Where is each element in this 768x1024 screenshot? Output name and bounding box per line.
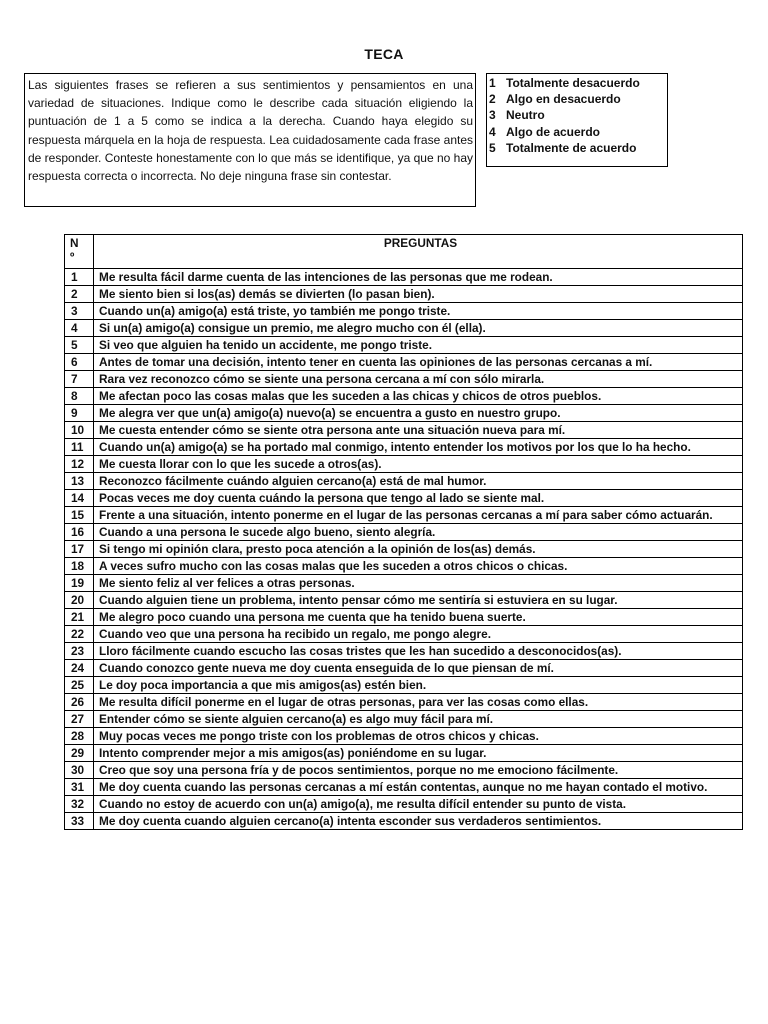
question-text: Cuando conozco gente nueva me doy cuenta enseguida de lo que piensan de mí. xyxy=(94,660,743,677)
question-number: 26 xyxy=(65,694,94,711)
table-row xyxy=(65,609,743,626)
table-row xyxy=(65,405,743,422)
question-number: 20 xyxy=(65,592,94,609)
question-number: 33 xyxy=(65,813,94,830)
question-number: 18 xyxy=(65,558,94,575)
table-row xyxy=(65,541,743,558)
table-row xyxy=(65,524,743,541)
question-text: Rara vez reconozco cómo se siente una persona cercana a mí con sólo mirarla. xyxy=(94,371,743,388)
question-text: Cuando un(a) amigo(a) se ha portado mal conmigo, intento entender los motivos por los que lo ha hecho. xyxy=(94,439,743,456)
question-number: 9 xyxy=(65,405,94,422)
question-number: 31 xyxy=(65,779,94,796)
question-number: 5 xyxy=(65,337,94,354)
scale-number: 4 xyxy=(489,124,496,139)
question-text: Si tengo mi opinión clara, presto poca atención a la opinión de los(as) demás. xyxy=(94,541,743,558)
scale-item xyxy=(489,75,667,91)
table-row xyxy=(65,422,743,439)
rating-scale-box xyxy=(486,73,668,167)
scale-number: 1 xyxy=(489,76,496,90)
scale-label: Algo de acuerdo xyxy=(506,124,601,139)
question-number: 10 xyxy=(65,422,94,439)
scale-item xyxy=(489,91,667,107)
number-column-header xyxy=(65,235,94,269)
table-row xyxy=(65,745,743,762)
table-row xyxy=(65,677,743,694)
question-text: Si veo que alguien ha tenido un accidente, me pongo triste. xyxy=(94,337,743,354)
question-text: Pocas veces me doy cuenta cuándo la persona que tengo al lado se siente mal. xyxy=(94,490,743,507)
question-text: Me siento bien si los(as) demás se divierten (lo pasan bien). xyxy=(94,286,743,303)
table-header-row xyxy=(65,235,743,269)
question-text: Me resulta fácil darme cuenta de las intenciones de las personas que me rodean. xyxy=(94,269,743,286)
table-row xyxy=(65,558,743,575)
scale-item xyxy=(489,140,667,156)
question-text: Me doy cuenta cuando las personas cercanas a mí están contentas, aunque no me hayan contado el motivo. xyxy=(94,779,743,796)
table-row xyxy=(65,473,743,490)
question-number: 11 xyxy=(65,439,94,456)
question-text: Cuando no estoy de acuerdo con un(a) amigo(a), me resulta difícil entender su punto de vista. xyxy=(94,796,743,813)
question-number: 17 xyxy=(65,541,94,558)
table-row xyxy=(65,575,743,592)
table-row xyxy=(65,592,743,609)
number-header-line1: N xyxy=(70,236,79,250)
question-text: Me alegro poco cuando una persona me cuenta que ha tenido buena suerte. xyxy=(94,609,743,626)
question-number: 13 xyxy=(65,473,94,490)
table-row xyxy=(65,456,743,473)
scale-label: Totalmente desacuerdo xyxy=(506,76,640,90)
document-title: TECA xyxy=(364,46,404,62)
question-number: 14 xyxy=(65,490,94,507)
question-text: Frente a una situación, intento ponerme en el lugar de las personas cercanas a mí para saber cómo actuarán. xyxy=(94,507,743,524)
question-number: 32 xyxy=(65,796,94,813)
scale-item xyxy=(489,124,667,140)
question-number: 7 xyxy=(65,371,94,388)
table-row xyxy=(65,813,743,830)
question-text: Antes de tomar una decisión, intento tener en cuenta las opiniones de las personas cercanas a mí. xyxy=(94,354,743,371)
scale-label: Neutro xyxy=(506,108,545,123)
questions-column-header: PREGUNTAS xyxy=(94,235,743,269)
table-row xyxy=(65,371,743,388)
scale-number: 5 xyxy=(489,140,496,155)
question-number: 15 xyxy=(65,507,94,524)
question-text: Muy pocas veces me pongo triste con los problemas de otros chicos y chicas. xyxy=(94,728,743,745)
scale-number: 3 xyxy=(489,108,496,123)
question-number: 25 xyxy=(65,677,94,694)
question-text: Reconozco fácilmente cuándo alguien cercano(a) está de mal humor. xyxy=(94,473,743,490)
table-row xyxy=(65,507,743,524)
table-row xyxy=(65,354,743,371)
table-row xyxy=(65,439,743,456)
scale-number: 2 xyxy=(489,92,496,107)
question-number: 24 xyxy=(65,660,94,677)
table-row xyxy=(65,269,743,286)
scale-label: Algo en desacuerdo xyxy=(506,92,621,107)
table-row xyxy=(65,694,743,711)
question-number: 30 xyxy=(65,762,94,779)
question-number: 2 xyxy=(65,286,94,303)
question-text: Lloro fácilmente cuando escucho las cosas tristes que les han sucedido a desconocidos(as). xyxy=(94,643,743,660)
table-row xyxy=(65,388,743,405)
question-number: 29 xyxy=(65,745,94,762)
table-row xyxy=(65,796,743,813)
table-row xyxy=(65,711,743,728)
question-number: 6 xyxy=(65,354,94,371)
question-number: 12 xyxy=(65,456,94,473)
table-row xyxy=(65,643,743,660)
table-row xyxy=(65,762,743,779)
table-row xyxy=(65,320,743,337)
question-number: 16 xyxy=(65,524,94,541)
question-number: 28 xyxy=(65,728,94,745)
question-text: Cuando veo que una persona ha recibido un regalo, me pongo alegre. xyxy=(94,626,743,643)
table-row xyxy=(65,728,743,745)
question-text: Me cuesta llorar con lo que les sucede a otros(as). xyxy=(94,456,743,473)
question-number: 3 xyxy=(65,303,94,320)
question-number: 22 xyxy=(65,626,94,643)
table-row xyxy=(65,660,743,677)
question-text: Intento comprender mejor a mis amigos(as) poniéndome en su lugar. xyxy=(94,745,743,762)
table-row xyxy=(65,337,743,354)
scale-item xyxy=(489,107,667,123)
question-text: Cuando alguien tiene un problema, intento pensar cómo me sentiría si estuviera en su lugar. xyxy=(94,592,743,609)
question-number: 19 xyxy=(65,575,94,592)
question-text: Me doy cuenta cuando alguien cercano(a) intenta esconder sus verdaderos sentimientos. xyxy=(94,813,743,830)
table-row xyxy=(65,303,743,320)
table-row xyxy=(65,626,743,643)
scale-label: Totalmente de acuerdo xyxy=(506,140,637,155)
number-header-line2: º xyxy=(70,250,75,264)
question-number: 27 xyxy=(65,711,94,728)
question-number: 8 xyxy=(65,388,94,405)
question-text: Cuando a una persona le sucede algo bueno, siento alegría. xyxy=(94,524,743,541)
question-text: Le doy poca importancia a que mis amigos(as) estén bien. xyxy=(94,677,743,694)
question-text: Me siento feliz al ver felices a otras personas. xyxy=(94,575,743,592)
question-text: Creo que soy una persona fría y de pocos sentimientos, porque no me emociono fácilmente. xyxy=(94,762,743,779)
table-row xyxy=(65,779,743,796)
question-text: Me cuesta entender cómo se siente otra persona ante una situación nueva para mí. xyxy=(94,422,743,439)
instructions-box: Las siguientes frases se refieren a sus sentimientos y pensamientos en una variedad de situaciones. Indique como le describe cada situación eligiendo la puntuación de 1 a 5 como se indica a la derecha. Cuando haya elegido su respuesta márquela en la hoja de respuesta. Lea cuidadosamente cada frase antes de responder. Conteste honestamente con lo que más se identifique, ya que no hay respuesta correcta o incorrecta. No deje ninguna frase sin contestar. xyxy=(24,73,476,207)
question-number: 4 xyxy=(65,320,94,337)
question-number: 23 xyxy=(65,643,94,660)
table-row xyxy=(65,286,743,303)
question-number: 1 xyxy=(65,269,94,286)
question-text: Me afectan poco las cosas malas que les suceden a las chicas y chicos de otros pueblos. xyxy=(94,388,743,405)
question-text: A veces sufro mucho con las cosas malas que les suceden a otros chicos o chicas. xyxy=(94,558,743,575)
questions-table xyxy=(64,234,743,830)
question-text: Cuando un(a) amigo(a) está triste, yo también me pongo triste. xyxy=(94,303,743,320)
question-text: Entender cómo se siente alguien cercano(a) es algo muy fácil para mí. xyxy=(94,711,743,728)
question-number: 21 xyxy=(65,609,94,626)
question-text: Me alegra ver que un(a) amigo(a) nuevo(a) se encuentra a gusto en nuestro grupo. xyxy=(94,405,743,422)
question-text: Me resulta difícil ponerme en el lugar de otras personas, para ver las cosas como ellas. xyxy=(94,694,743,711)
table-row xyxy=(65,490,743,507)
question-text: Si un(a) amigo(a) consigue un premio, me alegro mucho con él (ella). xyxy=(94,320,743,337)
